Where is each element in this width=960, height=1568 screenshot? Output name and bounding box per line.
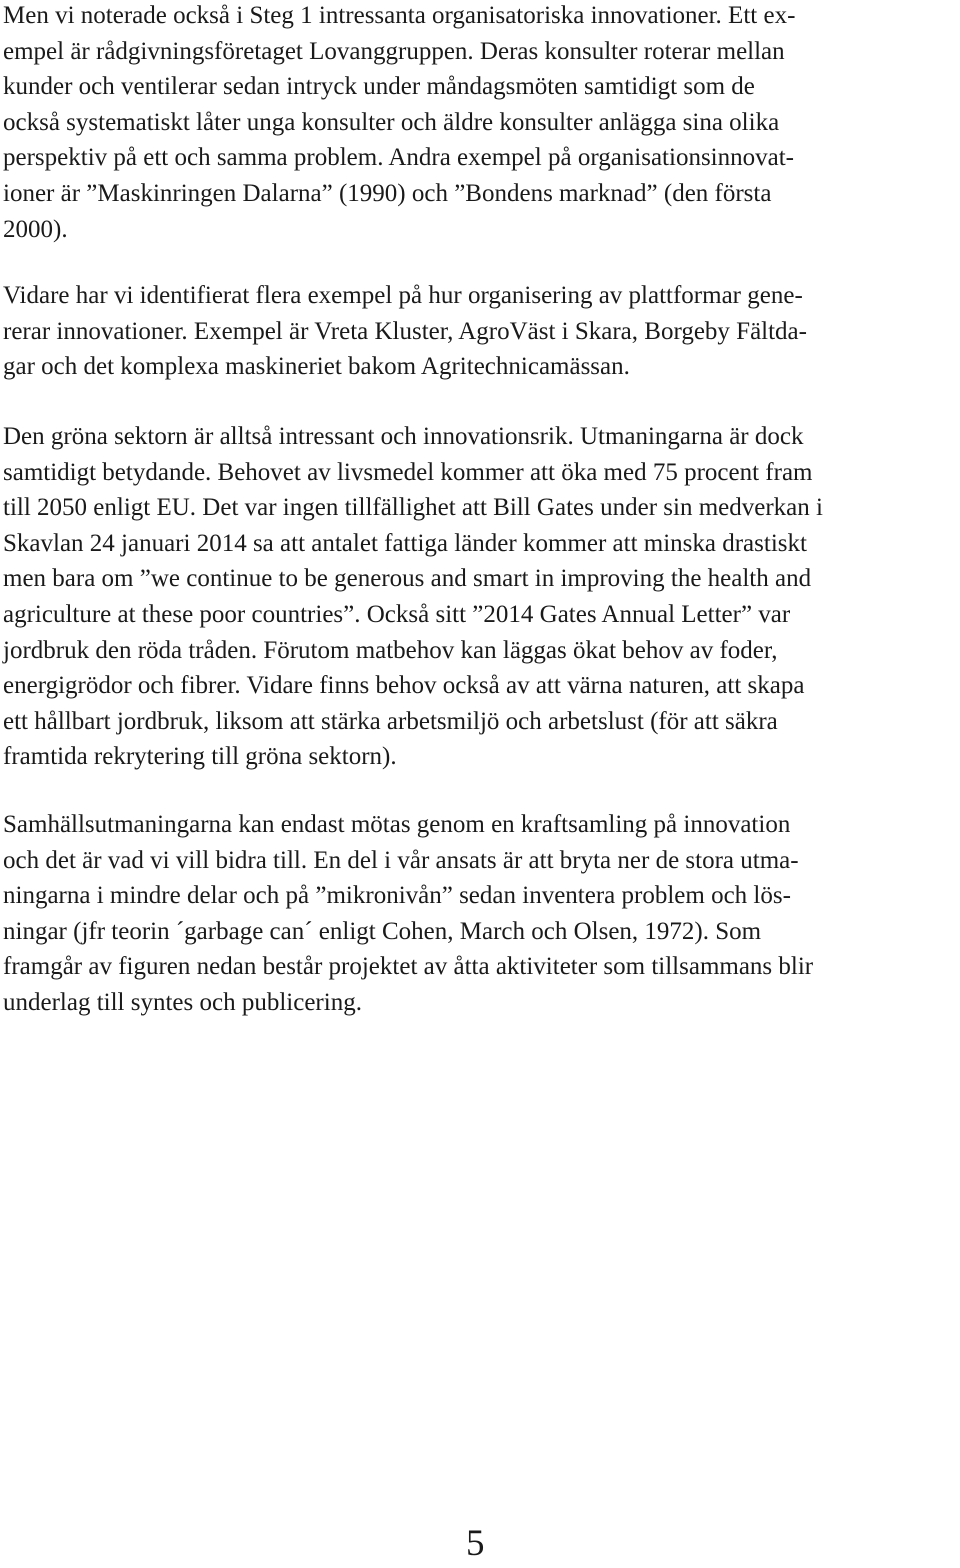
text-line: ningar (jfr teorin ´garbage can´ enligt Cohen, March och Olsen, 1972). Som [3,917,762,945]
text-line: underlag till syntes och publicering. [3,988,362,1016]
text-line: Skavlan 24 januari 2014 sa att antalet fattiga länder kommer att minska drastiskt [3,529,807,557]
text-line: och det är vad vi vill bidra till. En del i vår ansats är att bryta ner de stora utma- [3,846,799,874]
paragraph-green-sector-challenges [3,419,958,775]
text-line: samtidigt betydande. Behovet av livsmedel kommer att öka med 75 procent fram [3,458,813,486]
text-line: Samhällsutmaningarna kan endast mötas genom en kraftsamling på innovation [3,811,791,838]
text-line: ett hållbart jordbruk, liksom att stärka arbetsmiljö och arbetslust (för att säkra [3,707,778,735]
text-line: gar och det komplexa maskineriet bakom Agritechnicamässan. [3,353,630,381]
text-line: empel är rådgivningsföretaget Lovanggruppen. Deras konsulter roterar mellan [3,37,785,65]
paragraph-platform-innovations [3,278,958,385]
text-line: jordbruk den röda tråden. Förutom matbehov kan läggas ökat behov av foder, [3,636,778,664]
text-line: till 2050 enligt EU. Det var ingen tillfällighet att Bill Gates under sin medverkan i [3,494,823,522]
text-line: 2000). [3,215,68,243]
page-number: 5 [466,1523,485,1564]
text-line: ningarna i mindre delar och på ”mikronivån” sedan inventera problem och lös- [3,882,791,910]
text-line: Men vi noterade också i Steg 1 intressanta organisatoriska innovationer. Ett ex- [3,2,796,29]
paragraph-organisational-innovations [3,0,958,247]
text-line: framgår av figuren nedan består projektet av åtta aktiviteter som tillsammans blir [3,953,814,981]
text-line: perspektiv på ett och samma problem. Andra exempel på organisationsinnovat- [3,144,794,172]
text-line: också systematiskt låter unga konsulter och äldre konsulter anlägga sina olika [3,108,780,136]
text-line: Den gröna sektorn är alltså intressant och innovationsrik. Utmaningarna är dock [3,423,804,450]
text-line: framtida rekrytering till gröna sektorn). [3,743,397,771]
paragraph-societal-challenges [3,807,958,1021]
text-line: men bara om ”we continue to be generous and smart in improving the health and [3,565,812,593]
text-line: kunder och ventilerar sedan intryck under måndagsmöten samtidigt som de [3,73,755,101]
text-line: Vidare har vi identifierat flera exempel på hur organisering av plattformar gene- [3,282,803,309]
text-line: rerar innovationer. Exempel är Vreta Kluster, AgroVäst i Skara, Borgeby Fältda- [3,317,807,345]
text-line: ioner är ”Maskinringen Dalarna” (1990) och ”Bondens marknad” (den första [3,179,772,207]
text-line: agriculture at these poor countries”. Också sitt ”2014 Gates Annual Letter” var [3,600,791,628]
text-line: energigrödor och fibrer. Vidare finns behov också av att värna naturen, att skapa [3,672,805,700]
